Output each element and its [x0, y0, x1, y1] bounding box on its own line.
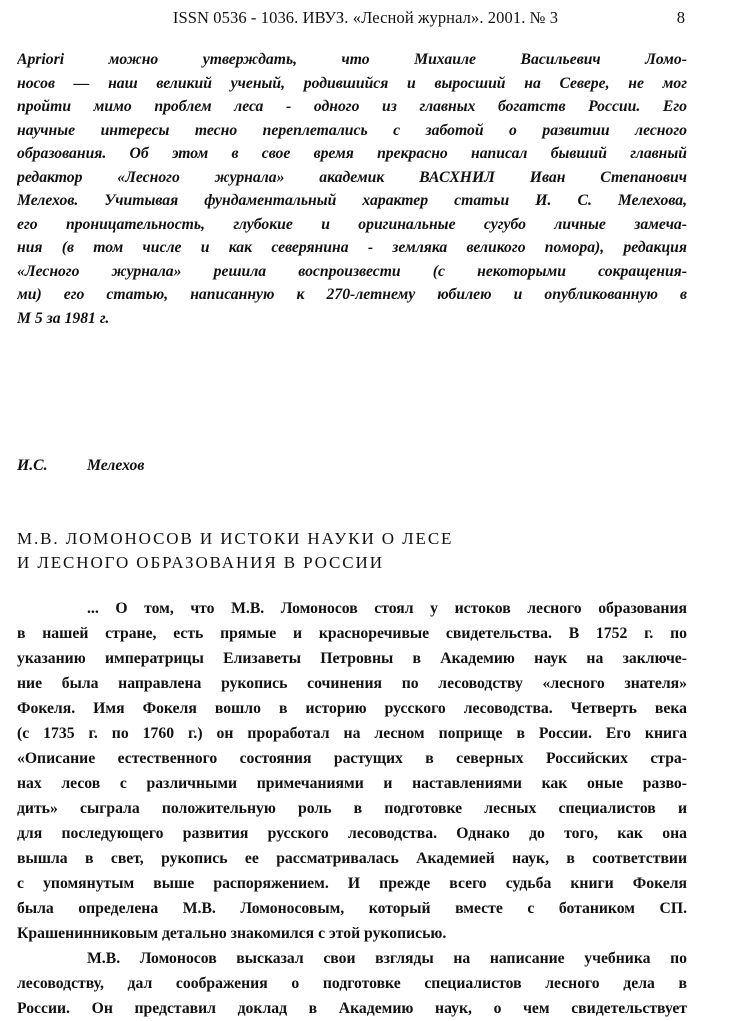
body-line: была определена М.В. Ломоносовым, который вместе с ботаником СП. — [17, 900, 687, 917]
article-title — [17, 527, 453, 575]
intro-line: Apriori можно утверждать, что Михаиле Васильевич Ломо- — [17, 51, 687, 68]
editorial-intro — [17, 48, 687, 330]
author-initials: И.С. — [17, 457, 48, 474]
intro-line: редактор «Лесного журнала» академик ВАСХНИЛ Иван Степанович — [17, 168, 687, 186]
body-line: «Описание естественного состояния растущих в северных Российских стра- — [17, 750, 687, 767]
body-line: указанию императрицы Елизаветы Петровны в Академию наук на заключе- — [17, 650, 687, 667]
article-body — [17, 596, 687, 1021]
body-line: Фокеля. Имя Фокеля вошло в историю русского лесоводства. Четверть века — [17, 700, 687, 717]
body-line: для последующего развития русского лесоводства. Однако до того, как она — [17, 825, 687, 842]
body-line: М.В. Ломоносов высказал свои взгляды на написание учебника по — [87, 950, 687, 967]
body-line: России. Он представил доклад в Академию наук, о чем свидетельствует — [17, 1000, 687, 1017]
body-line: ... О том, что М.В. Ломоносов стоял у истоков лесного образования — [87, 600, 687, 617]
body-line: вышла в свет, рукопись ее рассматривалась Академией наук, в соответствии — [17, 850, 687, 867]
page-number: 8 — [676, 8, 685, 27]
body-line: ние была направлена рукопись сочинения по лесоводству «лесного знателя» — [17, 675, 687, 692]
body-line: (с 1735 г. по 1760 г.) он проработал на лесном поприще в России. Его книга — [17, 725, 687, 742]
body-line: дить» сыграла положительную роль в подготовке лесных специалистов и — [17, 800, 687, 817]
title-line: И ЛЕСНОГО ОБРАЗОВАНИЯ В РОССИИ — [17, 553, 384, 572]
running-header — [0, 6, 731, 30]
intro-line: научные интересы тесно переплетались с заботой о развитии лесного — [17, 121, 687, 139]
body-line: в нашей стране, есть прямые и красноречивые свидетельства. В 1752 г. по — [17, 625, 687, 642]
journal-citation: ISSN 0536 - 1036. ИВУЗ. «Лесной журнал». 2001. № 3 — [172, 8, 559, 27]
intro-line: ния (в том числе и как северянина - земляка великого помора), редакция — [17, 239, 687, 256]
intro-line: образования. Об этом в свое время прекрасно написал бывший главный — [17, 145, 687, 162]
body-line: Крашенинниковым детально знакомился с этой рукописью. — [17, 925, 447, 942]
intro-line: его проницательность, глубокие и оригинальные сугубо личные замеча- — [17, 215, 687, 233]
title-line: М.В. ЛОМОНОСОВ И ИСТОКИ НАУКИ О ЛЕСЕ — [17, 529, 454, 548]
body-line: нах лесов с различными примечаниями и наставлениями как оные разво- — [17, 775, 687, 792]
intro-line: ми) его статью, написанную к 270-летнему юбилею и опубликованную в — [17, 286, 687, 303]
article-author — [17, 455, 144, 477]
intro-line: Мелехов. Учитывая фундаментальный характер статьи И. С. Мелехова, — [17, 192, 687, 209]
intro-line: пройти мимо проблем леса - одного из главных богатств России. Его — [17, 98, 687, 115]
body-line: лесоводству, дал соображения о подготовке специалистов лесного дела в — [17, 975, 687, 992]
author-surname: Мелехов — [87, 457, 145, 474]
intro-line: М 5 за 1981 г. — [17, 309, 110, 327]
intro-line: носов — наш великий ученый, родившийся и выросший на Севере, не мог — [17, 74, 687, 92]
intro-line: «Лесного журнала» решила воспроизвести (с некоторыми сокращения- — [17, 262, 687, 280]
body-line: с упомянутым выше распоряжением. И прежде всего судьба книги Фокеля — [17, 875, 687, 892]
